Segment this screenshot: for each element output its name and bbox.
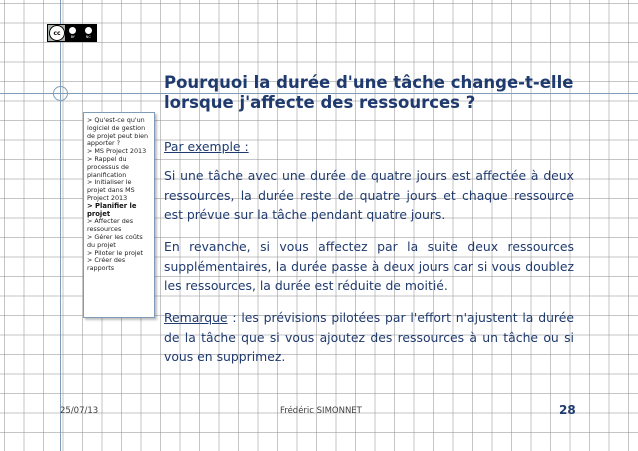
nav-item-gerer-couts[interactable]: > Gérer les coûts du projet xyxy=(87,232,143,249)
cc-icon: cc xyxy=(49,25,65,41)
nav-item-planifier-projet[interactable]: > Planifier le projet xyxy=(87,201,137,218)
remark-label: Remarque xyxy=(164,310,228,325)
binder-hole xyxy=(53,86,68,101)
notebook-margin-line xyxy=(60,0,61,451)
paragraph-remark xyxy=(164,308,574,367)
cc-nc-label: NC xyxy=(85,35,91,39)
remark-text: : les prévisions pilotées par l'effort n'ajustent la durée de la tâche que si vous ajoutez des ressources à un tâche ou si vous en supprimez. xyxy=(164,310,574,364)
paragraph-example-four-days: Si une tâche avec une durée de quatre jours est affectée à deux ressources, la durée reste de quatre jours et chaque ressource est prévue sur la tâche pendant quatre jours. xyxy=(164,168,574,222)
footer-author: Frédéric SIMONNET xyxy=(280,406,362,416)
course-outline-nav xyxy=(83,112,155,318)
nav-item-creer-rapports[interactable]: > Créer des rapports xyxy=(87,256,126,273)
nav-item-processus-planification[interactable]: > Rappel du processus de planification xyxy=(87,154,129,179)
nav-item-initialiser-projet[interactable]: > Initialiser le projet dans MS Project 2013 xyxy=(87,178,135,202)
creative-commons-license-badge xyxy=(47,24,97,42)
footer-date: 25/07/13 xyxy=(60,406,99,416)
noncommercial-icon xyxy=(81,25,97,41)
nav-item-logiciel-gestion[interactable]: > Qu'est-ce qu'un logiciel de gestion de projet peut bien apporter ? xyxy=(87,116,149,148)
nav-item-piloter-projet[interactable]: > Piloter le projet xyxy=(87,248,144,257)
cc-by-label: BY xyxy=(70,35,75,39)
slide-title: Pourquoi la durée d'une tâche change-t-elle lorsque j'affecte des ressources ? xyxy=(164,73,574,112)
by-attribution-icon xyxy=(65,25,81,41)
nav-item-ms-project[interactable]: > MS Project 2013 xyxy=(87,147,147,156)
page-number: 28 xyxy=(559,403,576,417)
intro-text: Par exemple : xyxy=(164,139,249,154)
paragraph-additional-resources: En revanche, si vous affectez par la suite deux ressources supplémentaires, la durée passe à deux jours car si vous doublez les ressources, la durée est réduite de moitié. xyxy=(164,239,574,293)
nav-item-affecter-ressources[interactable]: > Affecter des ressources xyxy=(87,217,134,234)
